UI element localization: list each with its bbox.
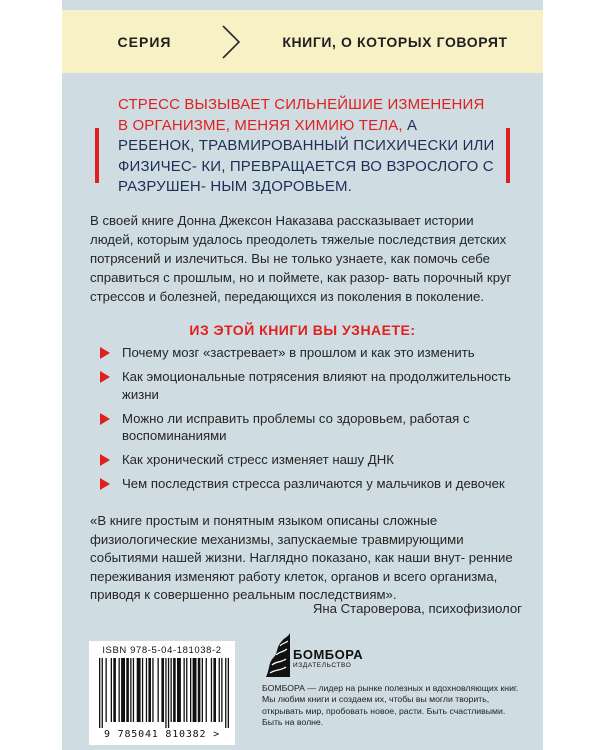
- list-item: [100, 368, 520, 403]
- list-item: [100, 475, 520, 493]
- red-bar-decoration: [95, 128, 99, 183]
- series-banner: [62, 10, 543, 73]
- lead-paragraph: [118, 95, 496, 198]
- list-item-text: Чем последствия стресса различаются у мальчиков и девочек: [122, 476, 505, 491]
- list-item-text: Почему мозг «застревает» в прошлом и как это изменить: [122, 345, 475, 360]
- triangle-bullet-icon: [100, 413, 110, 425]
- barcode-digits: 9 785041 810382 >: [104, 729, 220, 740]
- series-label: СЕРИЯ: [117, 33, 172, 50]
- triangle-bullet-icon: [100, 454, 110, 466]
- list-item-text: Можно ли исправить проблемы со здоровьем, работая с воспоминаниями: [122, 410, 470, 443]
- triangle-bullet-icon: [100, 371, 110, 383]
- lead-highlight: СТРЕСС ВЫЗЫВАЕТ СИЛЬНЕЙШИЕ ИЗМЕНЕНИЯ В ОРГАНИЗМЕ, МЕНЯЯ ХИМИЮ ТЕЛА,: [118, 96, 485, 134]
- isbn-number: ISBN 978-5-04-181038-2: [102, 645, 222, 656]
- list-item-text: Как хронический стресс изменяет нашу ДНК: [122, 452, 394, 467]
- publisher-description: БОМБОРА — лидер на рынке полезных и вдохновляющих книг. Мы любим книги и создаем их, чтобы вы могли творить, открывать мир, пробовать новое, расти. Быть счастливыми. Быть на волне.: [262, 683, 519, 728]
- learn-heading: ИЗ ЭТОЙ КНИГИ ВЫ УЗНАЕТЕ:: [189, 322, 416, 338]
- chevron-right-icon: [220, 24, 242, 60]
- red-bar-decoration: [506, 128, 510, 183]
- series-name: КНИГИ, О КОТОРЫХ ГОВОРЯТ: [282, 33, 508, 50]
- publisher-subtitle: ИЗДАТЕЛЬСТВО: [293, 662, 352, 669]
- learn-list: [100, 344, 520, 499]
- lead-rest: А РЕБЕНОК, ТРАВМИРОВАННЫЙ ПСИХИЧЕСКИ ИЛИ ФИЗИЧЕС- КИ, ПРЕВРАЩАЕТСЯ ВО ВЗРОСЛОГО С РАЗРУШЕН- НЫМ ЗДОРОВЬЕМ.: [118, 116, 495, 195]
- triangle-bullet-icon: [100, 478, 110, 490]
- list-item-text: Как эмоциональные потрясения влияют на продолжительность жизни: [122, 369, 511, 402]
- quote-author: Яна Староверова, психофизиолог: [312, 601, 522, 616]
- barcode-bars: [89, 658, 235, 728]
- list-item: [100, 410, 520, 445]
- publisher-name: БОМБОРА: [293, 647, 364, 662]
- list-item: [100, 344, 520, 362]
- isbn-barcode: [89, 641, 235, 745]
- list-item: [100, 451, 520, 469]
- triangle-bullet-icon: [100, 347, 110, 359]
- intro-paragraph: В своей книге Донна Джексон Наказава рассказывает истории людей, которым удалось преодолеть тяжелые последствия детских потрясений и излечиться. Вы не только узнаете, как помочь себе справиться с прошлым, но и поймете, как разор- вать порочный круг стрессов и болезней, передающихся из поколения в поколение.: [90, 213, 512, 304]
- review-quote: «В книге простым и понятным языком описаны сложные физиологические механизмы, запускаемые травмирующими событиями нашей жизни. Наглядно показано, как наши внут- ренние переживания изменяют работу клеток, органов и всего организма, приводя к совершенно реальным последствиям».: [90, 513, 513, 602]
- book-back-cover: [62, 0, 543, 750]
